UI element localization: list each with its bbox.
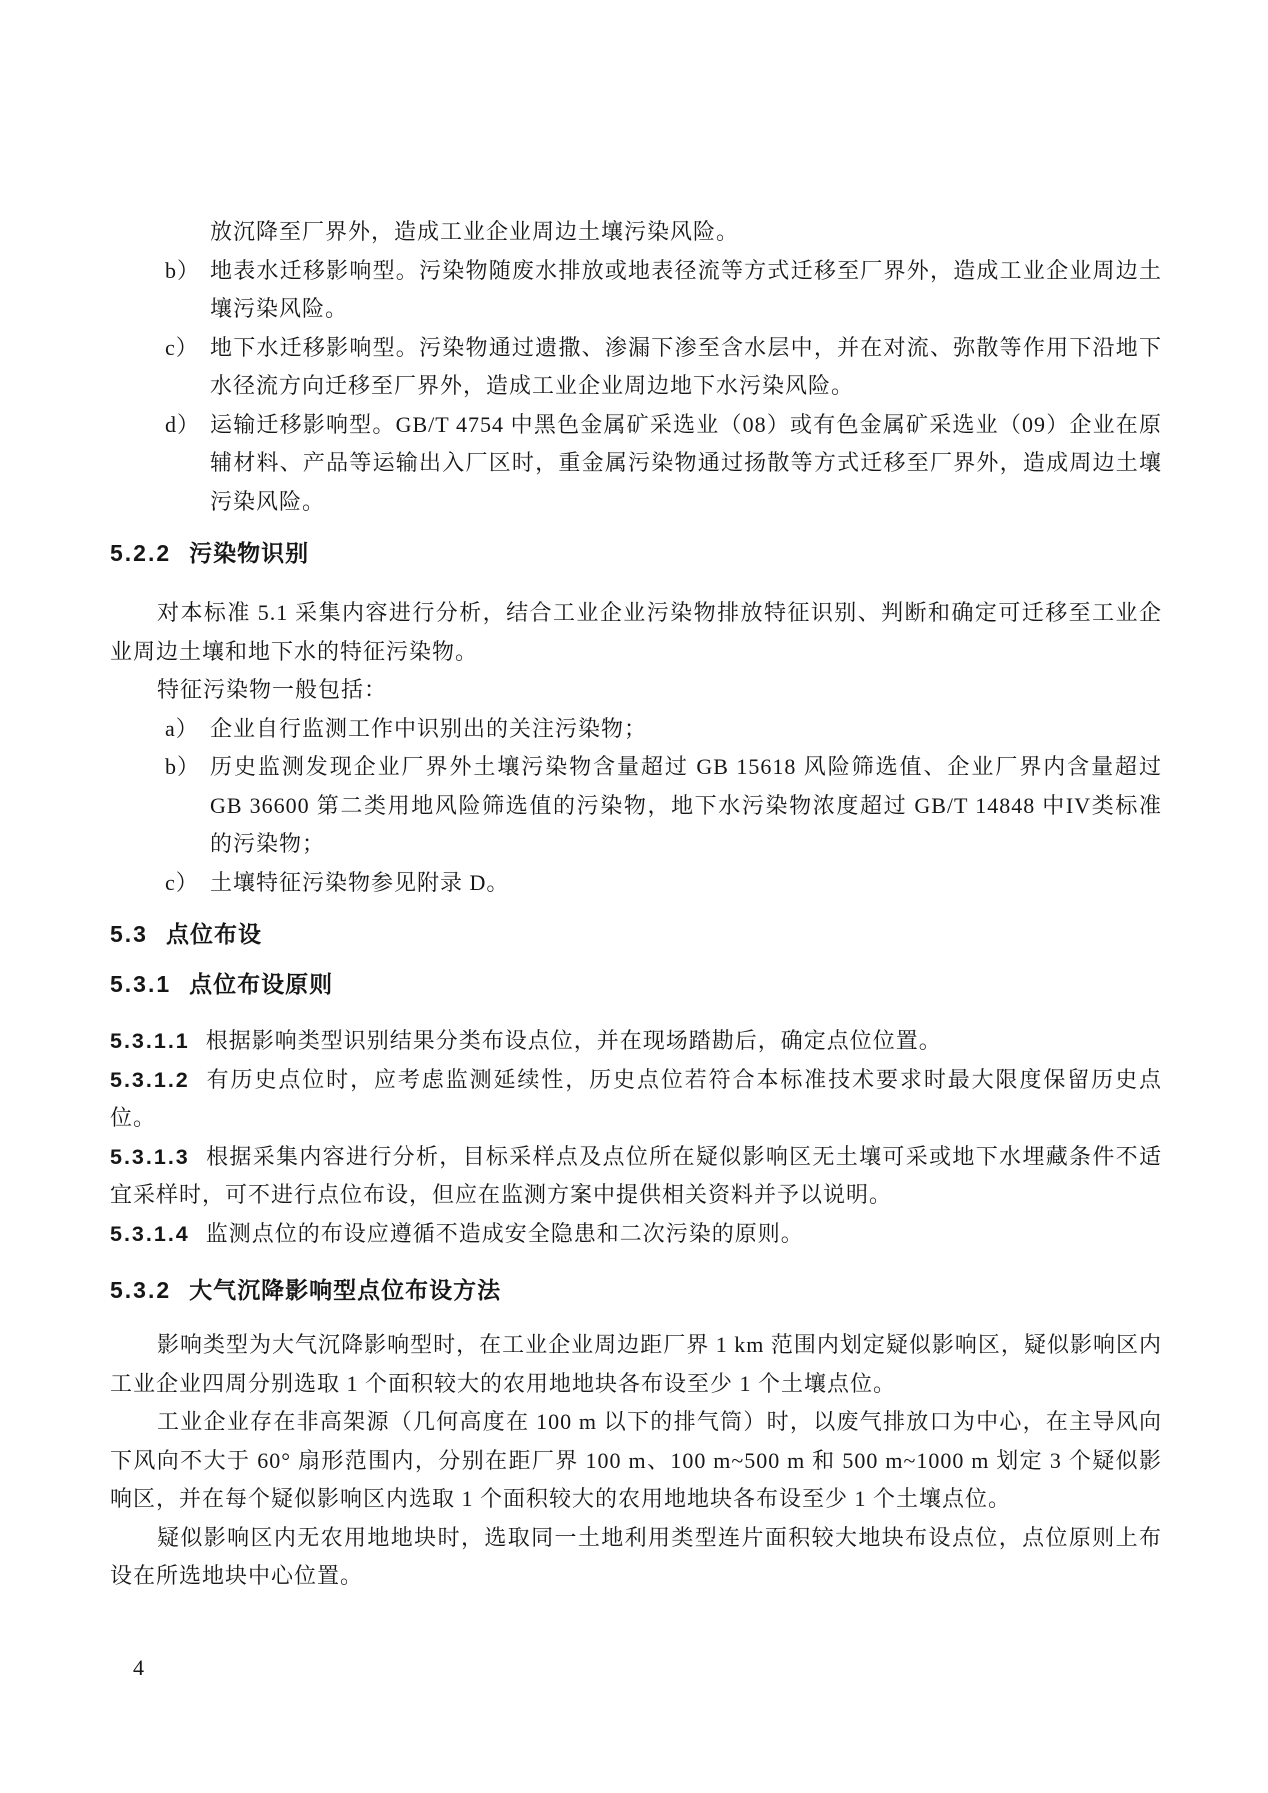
list-item-text: 历史监测发现企业厂界外土壤污染物含量超过 GB 15618 风险筛选值、企业厂界内含量超过 GB 36600 第二类用地风险筛选值的污染物，地下水污染物浓度超过 GB/T 14848 中IV类标准的污染物； [210,754,1162,856]
section-heading-5-3-1 [110,962,1162,1007]
list-item-d [110,406,1162,522]
heading-number: 5.3.1 [110,971,172,997]
clause-number: 5.3.1.3 [110,1144,190,1169]
clause-number: 5.3.1.2 [110,1067,190,1092]
heading-number: 5.3 [110,921,148,947]
clause-text: 根据影响类型识别结果分类布设点位，并在现场踏勘后，确定点位位置。 [205,1028,942,1053]
list-item-text: 企业自行监测工作中识别出的关注污染物； [210,715,648,741]
clause-text: 有历史点位时，应考虑监测延续性，历史点位若符合本标准技术要求时最大限度保留历史点位。 [110,1066,1162,1130]
list-item-label: a） [165,715,199,741]
clause-5-3-1-2 [110,1061,1162,1138]
list-item-b [110,748,1162,864]
clause-number: 5.3.1.4 [110,1221,190,1246]
paragraph-pollutant-include: 特征污染物一般包括： [157,677,388,702]
document-body [110,213,1162,1596]
clause-5-3-1-3 [110,1138,1162,1215]
section-heading-5-2-2 [110,531,1162,576]
list-item-label: c） [165,869,199,895]
clause-5-3-1-4 [110,1215,1162,1254]
list-item-text: 运输迁移影响型。GB/T 4754 中黑色金属矿采选业（08）或有色金属矿采选业（09）企业在原辅材料、产品等运输出入厂区时，重金属污染物通过扬散等方式迁移至厂界外，造成周边土壤污染风险。 [210,411,1162,514]
paragraph-atmospheric-zone: 影响类型为大气沉降影响型时，在工业企业周边距厂界 1 km 范围内划定疑似影响区，疑似影响区内工业企业四周分别选取 1 个面积较大的农用地地块各布设至少 1 个土壤点位。 [110,1332,1162,1396]
heading-title: 大气沉降影响型点位布设方法 [189,1277,502,1303]
section-heading-5-3-2 [110,1268,1162,1313]
list-item-text: 地表水迁移影响型。污染物随废水排放或地表径流等方式迁移至厂界外，造成工业企业周边土壤污染风险。 [210,257,1162,321]
paragraph-no-farmland: 疑似影响区内无农用地地块时，选取同一土地利用类型连片面积较大地块布设点位，点位原则上布设在所选地块中心位置。 [110,1524,1162,1588]
clause-5-3-1-1 [110,1022,1162,1061]
heading-number: 5.2.2 [110,540,172,566]
heading-number: 5.3.2 [110,1277,172,1303]
heading-title: 污染物识别 [189,540,310,566]
paragraph-non-elevated-source: 工业企业存在非高架源（几何高度在 100 m 以下的排气筒）时，以废气排放口为中心，在主导风向下风向不大于 60° 扇形范围内，分别在距厂界 100 m、100 m~500 m 和 500 m~1000 m 划定 3 个疑似影响区，并在每个疑似影响区内选取 1 个面积较大的农用地地块各布设至少 1 个土壤点位。 [110,1409,1162,1511]
list-item-b [110,252,1162,329]
heading-title: 点位布设原则 [189,971,334,997]
list-item-text: 地下水迁移影响型。污染物通过遗撒、渗漏下渗至含水层中，并在对流、弥散等作用下沿地下水径流方向迁移至厂界外，造成工业企业周边地下水污染风险。 [210,334,1162,398]
section-heading-5-3 [110,912,1162,957]
list-item-c [110,864,1162,903]
list-item-label: d） [165,411,201,437]
list-item-text: 土壤特征污染物参见附录 D。 [210,869,510,895]
list-item-label: b） [165,754,201,779]
page-number: 4 [133,1655,144,1680]
paragraph-pollutant-analysis: 对本标准 5.1 采集内容进行分析，结合工业企业污染物排放特征识别、判断和确定可迁移至工业企业周边土壤和地下水的特征污染物。 [110,600,1162,664]
clause-list-5-3-1 [110,1022,1162,1253]
clause-number: 5.3.1.1 [110,1029,190,1053]
clause-text: 监测点位的布设应遵循不造成安全隐患和二次污染的原则。 [205,1220,804,1246]
list-item-c [110,329,1162,406]
clause-text: 根据采集内容进行分析，目标采样点及点位所在疑似影响区无土壤可采或地下水埋藏条件不适宜采样时，可不进行点位布设，但应在监测方案中提供相关资料并予以说明。 [110,1143,1162,1207]
list-item-a-continuation: 放沉降至厂界外，造成工业企业周边土壤污染风险。 [210,219,740,244]
list-item-label: b） [165,257,201,283]
list-item-a [110,710,1162,749]
heading-title: 点位布设 [165,921,262,947]
list-item-label: c） [165,334,199,360]
